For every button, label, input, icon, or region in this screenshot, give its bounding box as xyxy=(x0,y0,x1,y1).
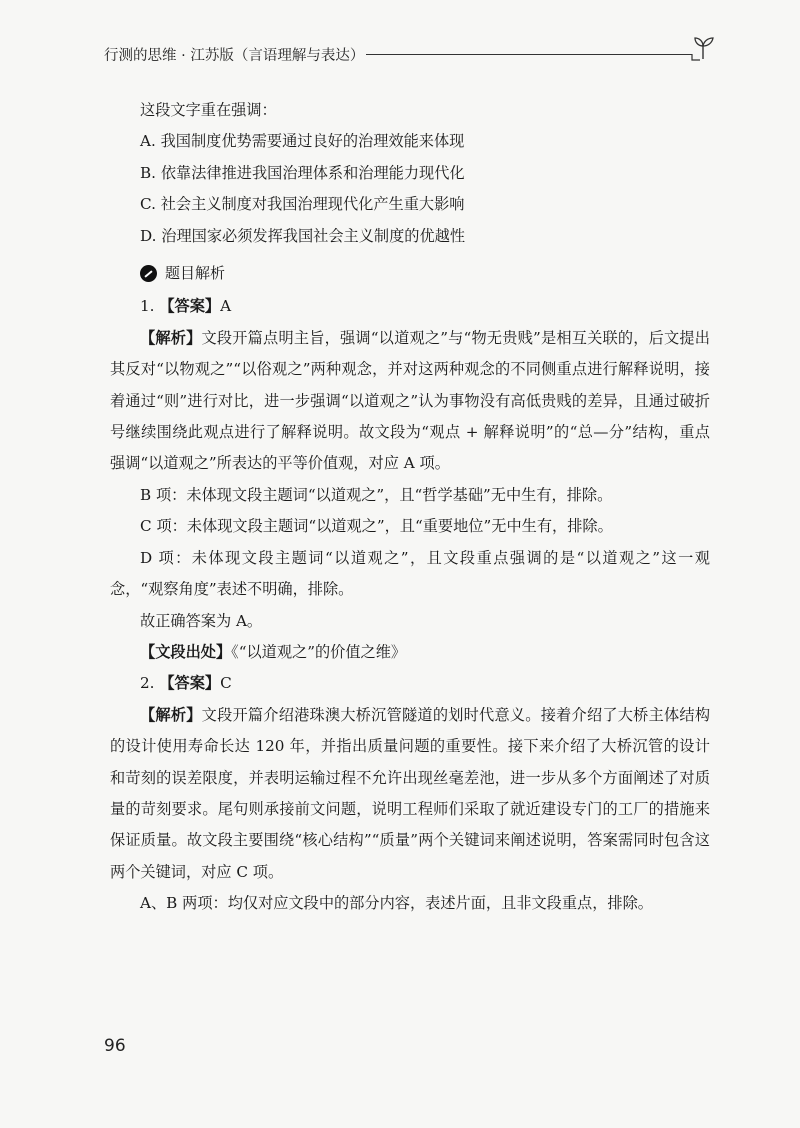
answer-2-analysis xyxy=(110,700,710,888)
answer-1-conclusion: 故正确答案为 A。 xyxy=(140,611,263,630)
answer-1-value: A xyxy=(220,297,232,316)
answer-1-note-c: C 项：未体现文段主题词“以道观之”，且“重要地位”无中生有，排除。 xyxy=(140,517,613,536)
option-b: B. 依靠法律推进我国治理体系和治理能力现代化 xyxy=(140,163,465,182)
pen-circle-icon xyxy=(140,265,157,282)
answer-1-source-text: 《“以道观之”的价值之维》 xyxy=(231,642,407,661)
page-number: 96 xyxy=(104,1036,126,1056)
running-header xyxy=(104,40,716,70)
header-title: 行测的思维 · 江苏版（言语理解与表达） xyxy=(104,48,365,64)
answer-1-line xyxy=(110,291,710,322)
answer-1-source-tag: 【文段出处】 xyxy=(140,642,232,661)
answer-1-tag: 【答案】 xyxy=(159,297,221,316)
answer-2-analysis-text: 文段开篇介绍港珠澳大桥沉管隧道的划时代意义。接着介绍了大桥主体结构的设计使用寿命长达 120 年，并指出质量问题的重要性。接下来介绍了大桥沉管的设计和苛刻的误差限度，并表明运输过程不允许出现丝毫差池，进一步从多个方面阐述了对质量的苛刻要求。尾句则承接前文问题，说明工程师们采取了就近建设专门的工厂的措施来保证质量。故文段主要围绕“核心结构”“质量”两个关键词来阐述说明，答案需同时包含这两个关键词，对应 C 项。 xyxy=(110,705,711,881)
answer-2-line xyxy=(110,668,710,699)
header-rule xyxy=(366,54,692,55)
answer-1-analysis-text: 文段开篇点明主旨，强调“以道观之”与“物无贵贱”是相互关联的，后文提出其反对“以物观之”“以俗观之”两种观念，并对这两种观念的不同侧重点进行解释说明，接着通过“则”进行对比，进一步强调“以道观之”认为事物没有高低贵贱的差异，且通过破折号继续围绕此观点进行了解释说明。故文段为“观点 + 解释说明”的“总—分”结构，重点强调“以道观之”所表达的平等价值观，对应 A 项。 xyxy=(110,328,710,473)
answer-2-analysis-tag: 【解析】 xyxy=(140,705,202,724)
answer-1-source xyxy=(110,637,710,668)
answer-2-tag: 【答案】 xyxy=(159,674,221,693)
option-c: C. 社会主义制度对我国治理现代化产生重大影响 xyxy=(140,195,465,214)
answer-2-number: 2. xyxy=(140,674,160,693)
answer-1-note-d: D 项：未体现文段主题词“以道观之”，且文段重点强调的是“以道观之”这一观念，“观察角度”表述不明确，排除。 xyxy=(110,548,710,599)
sprout-icon xyxy=(688,34,718,64)
answer-1-number: 1. xyxy=(140,297,160,316)
option-a: A. 我国制度优势需要通过良好的治理效能来体现 xyxy=(140,132,465,151)
answer-1-analysis xyxy=(110,323,710,480)
question-stem: 这段文字重在强调： xyxy=(140,101,277,119)
answer-2-note-ab: A、B 两项：均仅对应文段中的部分内容，表述片面，且非文段重点，排除。 xyxy=(140,894,653,913)
answer-2-value: C xyxy=(220,674,232,693)
option-d: D. 治理国家必须发挥我国社会主义制度的优越性 xyxy=(140,226,466,245)
page-content xyxy=(110,95,710,920)
section-title: 题目解析 xyxy=(165,264,226,283)
section-heading xyxy=(110,258,710,289)
answer-1-analysis-tag: 【解析】 xyxy=(140,328,202,347)
answer-1-note-b: B 项：未体现文段主题词“以道观之”，且“哲学基础”无中生有，排除。 xyxy=(140,485,613,504)
